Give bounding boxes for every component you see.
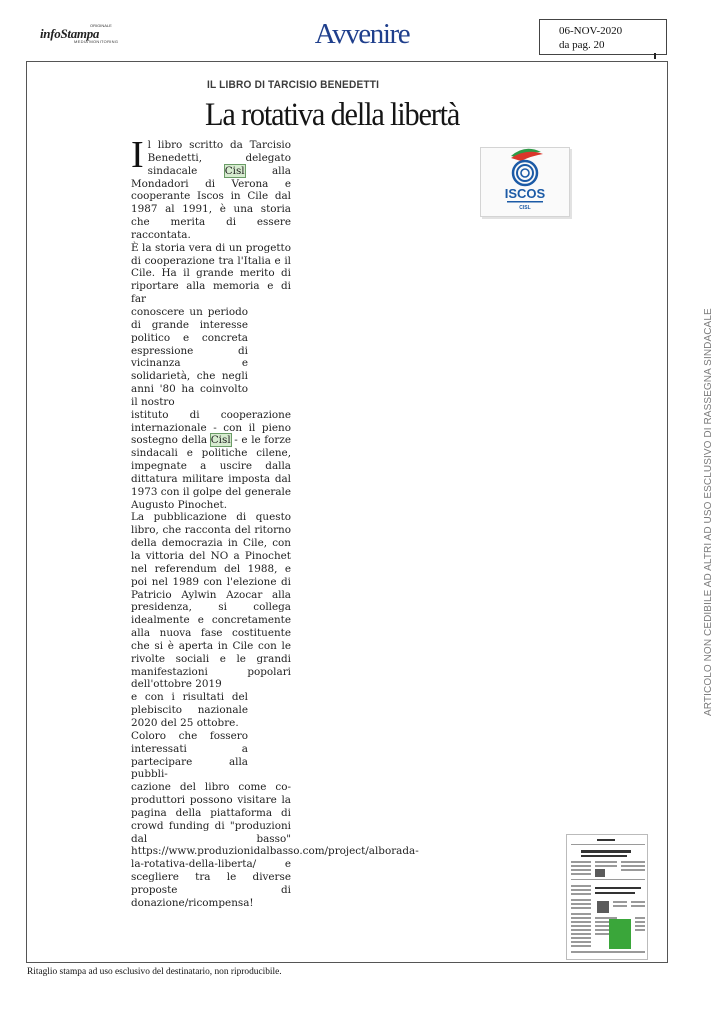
paragraph-4: cazione del libro come co-produttori possono visitare la pagina della piattaforma di crowd funding di "produzioni dal basso" https://www.produzionidalbasso.com/project/alborada-la-rotativa-della-liberta/ e scegliere tra le diverse proposte di donazione/ricompensa! [131, 781, 419, 909]
side-disclaimer: ARTICOLO NON CEDIBILE AD ALTRI AD USO ESCLUSIVO DI RASSEGNA SINDACALE [703, 308, 714, 716]
highlight-cisl: Cisl [224, 164, 245, 177]
iscos-logo [472, 133, 576, 219]
infostampa-logo-subtext: MEDIA MONITORING [74, 39, 119, 44]
paragraph-1: Il libro scritto da Tarcisio Benedetti, delegato sindacale Cisl alla Mondadori di Verona e cooperante Iscos in Cile dal 1987 al 1991, è una storia che merita di essere raccontata. [131, 134, 292, 241]
newspaper-masthead: Avvenire [314, 18, 410, 50]
infostampa-logo [40, 23, 119, 46]
article-title: La rotativa della libertà [205, 97, 460, 133]
highlight-cisl: Cisl [210, 434, 231, 447]
publication-date: 06-NOV-2020 [559, 25, 623, 37]
infostampa-logo-super: ORIGINALE [90, 23, 112, 28]
iscos-logo-box [480, 147, 570, 217]
date-box [539, 19, 667, 55]
paragraph-2-continued: istituto di cooperazione internazionale - con il pieno sostegno della Cisl - e le forze sindacali e politiche cilene, impegnate a uscire dalla dittatura militare imposta dal 1973 con il golpe del generale Augusto Pinochet. [131, 408, 291, 511]
iscos-logo-sub: CISL [519, 205, 531, 211]
iscos-emblem-icon [481, 148, 569, 216]
page-thumbnail [566, 834, 648, 960]
corner-tick [654, 53, 656, 59]
paragraph-2: È la storia vera di un progetto di cooperazione tra l'Italia e il Cile. Ha il grande merito di riportare alla memoria e di far [131, 241, 291, 306]
paragraph-2-wrap: conoscere un periodo di grande interesse politico e concreta espressione di vicinanza e solidarietà, che negli anni '80 ha coinvolto il nostro [131, 305, 248, 408]
footer-disclaimer: Ritaglio stampa ad uso esclusivo del destinatario, non riproducibile. [27, 967, 282, 977]
paragraph-4-wrap: Coloro che fossero interessati a partecipare alla pubbli- [131, 729, 248, 781]
paragraph-3: La pubblicazione di questo libro, che racconta del ritorno della democrazia in Cile, con la vittoria del NO a Pinochet nel referendum del 1988, e poi nel 1989 con l'elezione di Patricio Aylwin Azocar alla presidenza, si collega idealmente e concretamente alla nuova fase costituente che si è aperta in Cile con le rivolte sociali e le grandi manifestazioni popolari dell'ottobre 2019 [131, 511, 291, 691]
drop-cap: I [131, 134, 144, 176]
article-body [131, 134, 419, 910]
paragraph-3-wrap: e con i risultati del plebiscito nazionale 2020 del 25 ottobre. [131, 691, 248, 729]
iscos-logo-name: ISCOS [504, 186, 546, 201]
infostampa-logo-text: infoStampa [40, 26, 100, 41]
article-kicker: IL LIBRO DI TARCISIO BENEDETTI [207, 79, 380, 91]
page-reference: da pag. 20 [559, 39, 605, 51]
